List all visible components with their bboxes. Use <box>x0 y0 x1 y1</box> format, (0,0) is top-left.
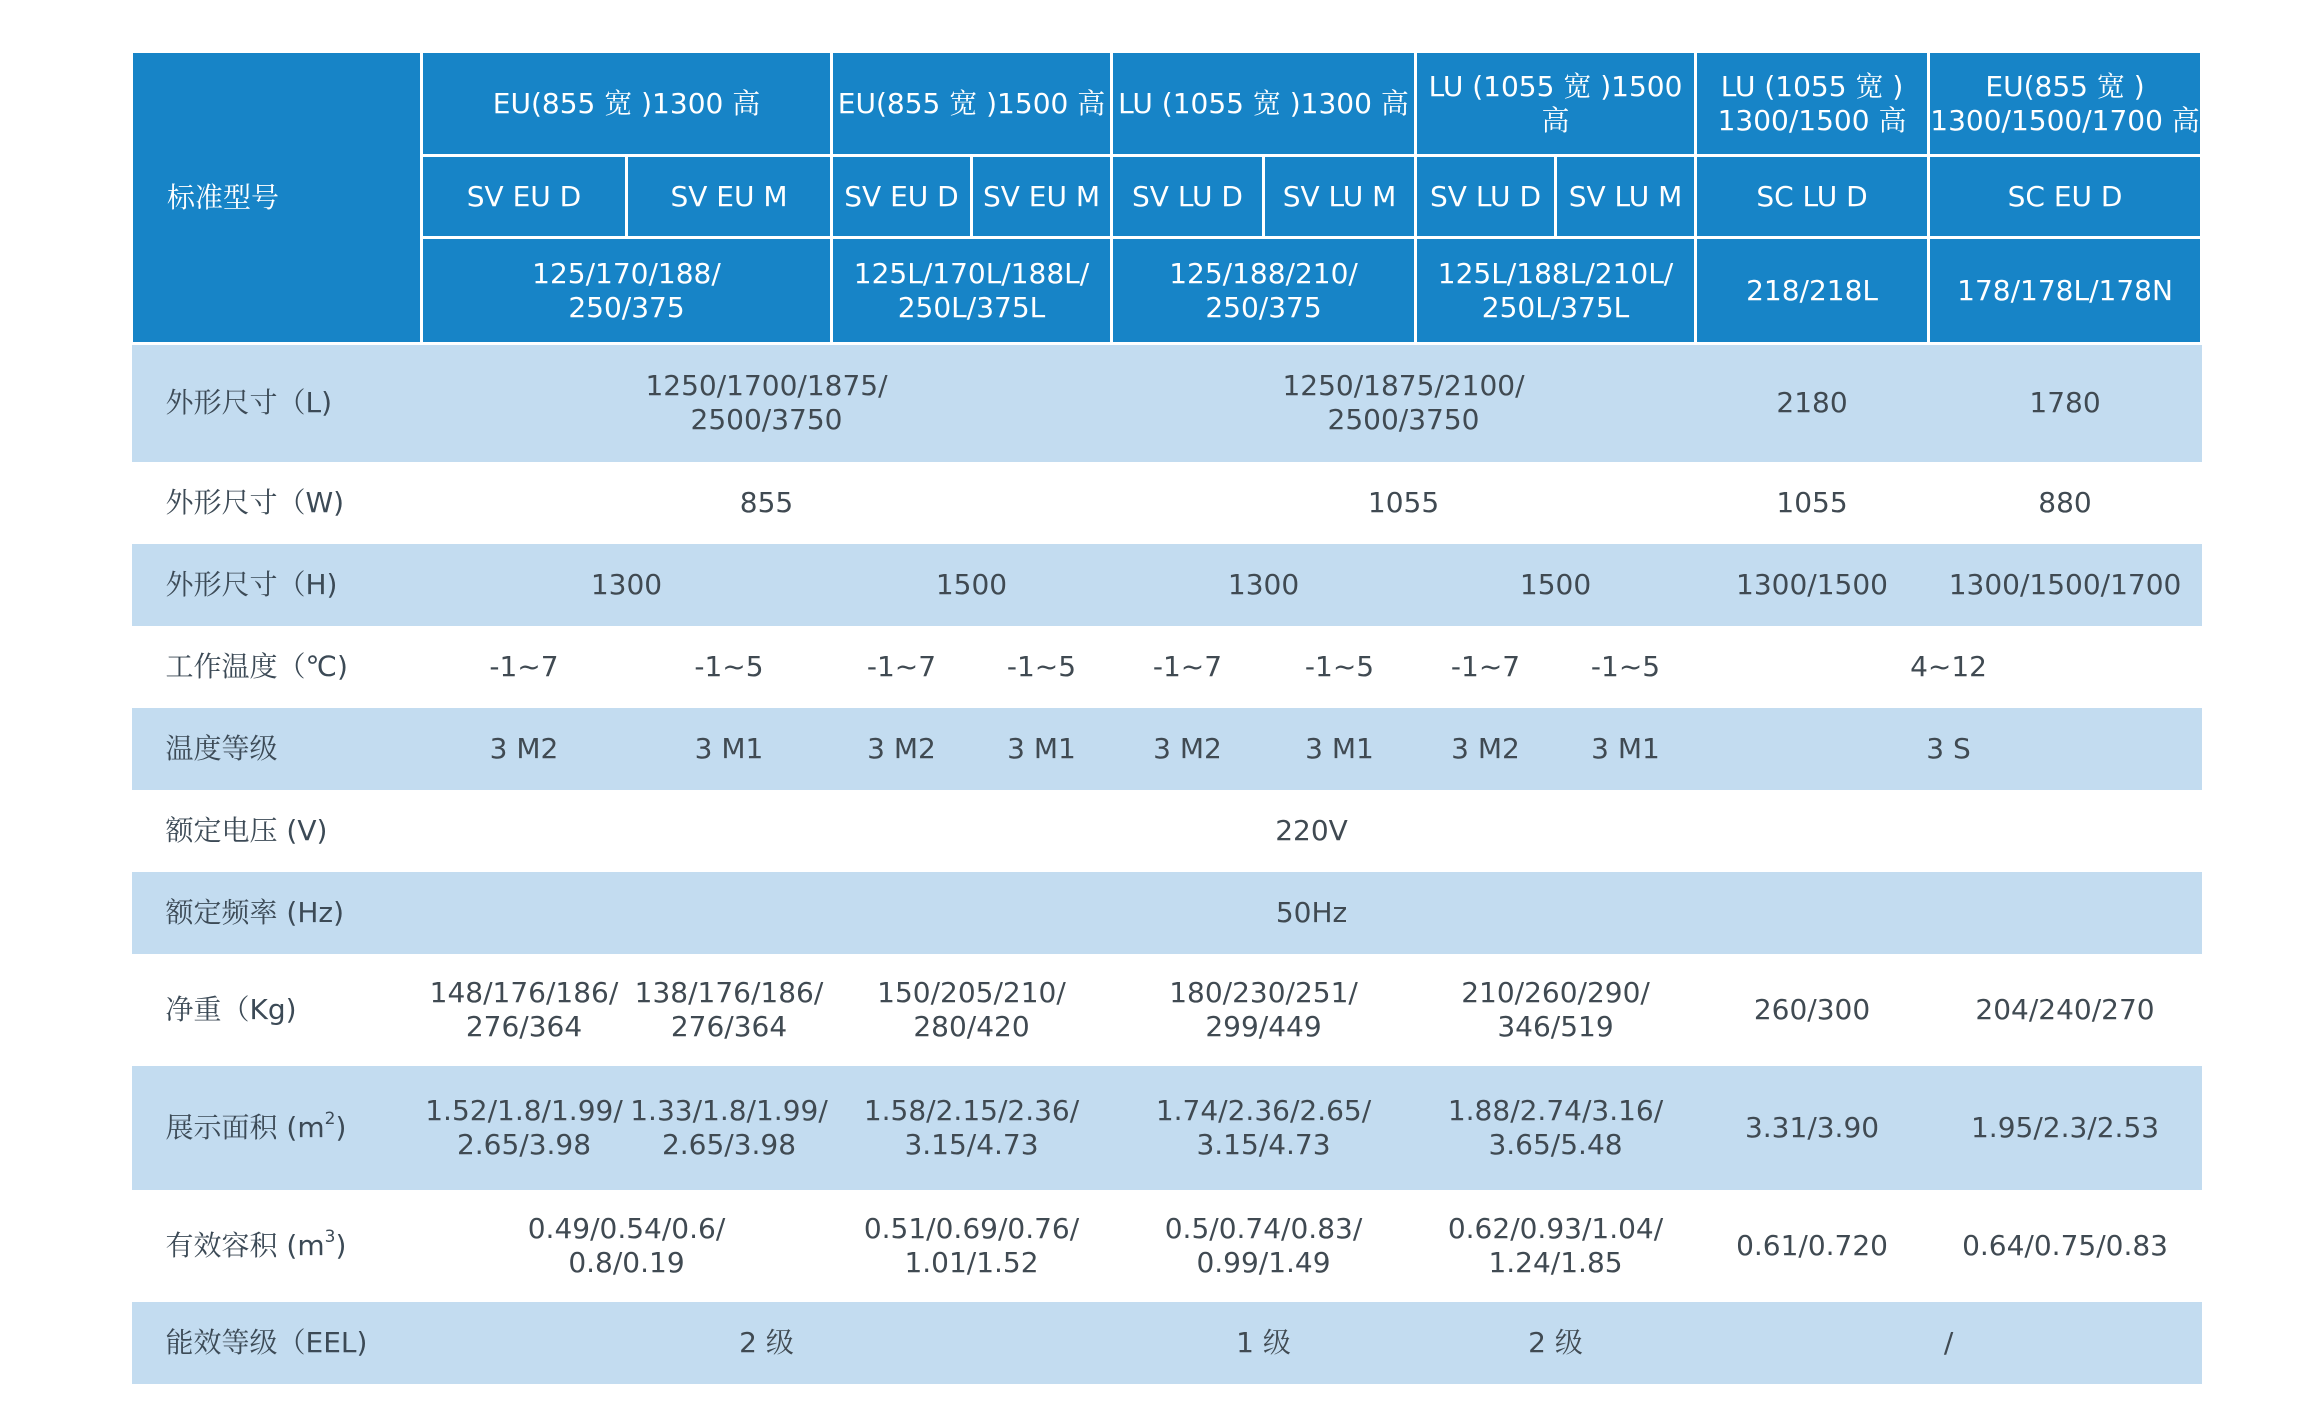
header-row-group <box>132 52 2202 156</box>
table-cell: 0.49/0.54/0.6/ 0.8/0.19 <box>527 1211 726 1279</box>
table-cell: 3 M1 <box>627 708 832 790</box>
table-cell: 4~12 <box>1910 649 1987 683</box>
table-cell: 1055 <box>1776 485 1848 519</box>
table-cell: 1.52/1.8/1.99/ 2.65/3.98 <box>422 1066 627 1190</box>
table-cell: 1300/1500/1700 <box>1929 544 2202 626</box>
header-model-cell: SV LU M <box>1556 156 1696 238</box>
table-cell: 148/176/186/ 276/364 <box>429 975 619 1043</box>
header-model-cell: SC LU D <box>1696 156 1929 238</box>
table-cell: 1 级 <box>1112 1302 1416 1384</box>
table-cell: 3 M1 <box>972 708 1112 790</box>
header-model-cell: SC EU D <box>1929 156 2202 238</box>
header-group-cell: EU(855 宽 ) 1300/1500/1700 高 <box>1929 52 2202 156</box>
row-length <box>132 344 2202 462</box>
header-group-cell: LU (1055 宽 )1500 高 <box>1416 52 1696 156</box>
header-size-cell: 178/178L/178N <box>1929 238 2202 344</box>
table-cell: -1~5 <box>1590 649 1661 683</box>
table-cell: 1.58/2.15/2.36/ 3.15/4.73 <box>832 1066 1112 1190</box>
table-cell: -1~7 <box>1152 649 1223 683</box>
table-cell: 1.33/1.8/1.99/ 2.65/3.98 <box>627 1066 832 1190</box>
table-cell: 2 级 <box>422 1302 1112 1384</box>
table-cell: 3 M1 <box>1264 708 1416 790</box>
row-label <box>132 1066 422 1190</box>
header-model-cell: SV LU D <box>1112 156 1264 238</box>
unit-superscript: 3 <box>324 1227 336 1248</box>
table-cell: 1250/1700/1875/ 2500/3750 <box>422 344 1112 462</box>
table-cell: 1500 <box>1416 544 1696 626</box>
row-display-area <box>132 1066 2202 1190</box>
row-energy <box>132 1302 2202 1384</box>
table-cell: 210/260/290/ 346/519 <box>1461 975 1650 1043</box>
row-volume <box>132 1190 2202 1302</box>
table-cell: 138/176/186/ 276/364 <box>634 975 824 1043</box>
table-cell: -1~5 <box>1006 649 1077 683</box>
row-weight <box>132 954 2202 1066</box>
row-label-end: ) <box>335 1110 347 1144</box>
table-body <box>132 344 2202 1384</box>
table-cell: 0.61/0.720 <box>1736 1228 1888 1262</box>
table-cell: 1250/1875/2100/ 2500/3750 <box>1112 344 1696 462</box>
header-group-cell: LU (1055 宽 )1300 高 <box>1112 52 1416 156</box>
table-cell: -1~7 <box>1450 649 1521 683</box>
row-label <box>132 1190 422 1302</box>
table-cell: 1055 <box>1367 485 1440 519</box>
row-label: 外形尺寸（H) <box>132 544 422 626</box>
table-cell: 1300 <box>1112 544 1416 626</box>
row-width <box>132 462 2202 544</box>
table-cell: / <box>1696 1302 2202 1384</box>
table-cell: -1~5 <box>1304 649 1375 683</box>
header-group-cell: LU (1055 宽 ) 1300/1500 高 <box>1696 52 1929 156</box>
header-row-models <box>132 156 2202 238</box>
row-voltage <box>132 790 2202 872</box>
header-model-cell: SV EU D <box>422 156 627 238</box>
table-cell: 2180 <box>1696 344 1929 462</box>
row-label: 净重（Kg) <box>165 992 297 1026</box>
row-frequency <box>132 872 2202 954</box>
table-cell: 180/230/251/ 299/449 <box>1169 975 1358 1043</box>
header-row-sizes <box>132 238 2202 344</box>
row-label-text: 有效容积 (m <box>165 1228 325 1262</box>
table-cell: -1~7 <box>866 649 937 683</box>
header-model-cell: SV EU D <box>832 156 972 238</box>
header-group-cell: EU(855 宽 )1300 高 <box>422 52 832 156</box>
table-cell: 3 M1 <box>1556 708 1696 790</box>
table-cell: 0.51/0.69/0.76/ 1.01/1.52 <box>863 1211 1080 1279</box>
header-model-cell: SV LU D <box>1416 156 1556 238</box>
table-cell: 880 <box>2038 485 2092 519</box>
table-cell: 1500 <box>832 544 1112 626</box>
table-cell: 1300/1500 <box>1696 544 1929 626</box>
row-label: 温度等级 <box>132 708 422 790</box>
row-label: 外形尺寸（L) <box>132 344 422 462</box>
row-height <box>132 544 2202 626</box>
unit-superscript: 2 <box>324 1109 336 1130</box>
table-cell: 260/300 <box>1753 992 1871 1026</box>
table-cell: 0.62/0.93/1.04/ 1.24/1.85 <box>1447 1211 1664 1279</box>
row-label-text: 展示面积 (m <box>165 1110 325 1144</box>
header-model-cell: SV LU M <box>1264 156 1416 238</box>
table-cell: 3 M2 <box>832 708 972 790</box>
spec-table <box>130 50 2203 1384</box>
table-cell: 855 <box>739 485 794 519</box>
row-label: 工作温度（℃) <box>165 649 348 683</box>
row-label-end: ) <box>335 1228 347 1262</box>
table-cell: 3 M2 <box>1112 708 1264 790</box>
header-size-cell: 125L/188L/210L/ 250L/375L <box>1416 238 1696 344</box>
table-cell: 1780 <box>1929 344 2202 462</box>
header-size-cell: 125/170/188/ 250/375 <box>422 238 832 344</box>
table-cell: 150/205/210/ 280/420 <box>877 975 1066 1043</box>
table-cell: 220V <box>1275 813 1348 847</box>
header-size-cell: 125L/170L/188L/ 250L/375L <box>832 238 1112 344</box>
row-temp-class <box>132 708 2202 790</box>
table-cell: 1.88/2.74/3.16/ 3.65/5.48 <box>1416 1066 1696 1190</box>
table-cell: -1~5 <box>694 649 764 683</box>
table-cell: 1.95/2.3/2.53 <box>1929 1066 2202 1190</box>
table-cell: 3 M2 <box>422 708 627 790</box>
table-cell: 1300 <box>422 544 832 626</box>
table-cell: 3.31/3.90 <box>1696 1066 1929 1190</box>
table-cell: 3 M2 <box>1416 708 1556 790</box>
header-size-cell: 125/188/210/ 250/375 <box>1112 238 1416 344</box>
header-title-label: 标准型号 <box>132 52 422 344</box>
table-cell: -1~7 <box>489 649 559 683</box>
table-cell: 50Hz <box>422 872 2202 954</box>
table-cell: 3 S <box>1696 708 2202 790</box>
table-cell: 1.74/2.36/2.65/ 3.15/4.73 <box>1112 1066 1416 1190</box>
header-size-cell: 218/218L <box>1696 238 1929 344</box>
row-label: 能效等级（EEL) <box>132 1302 422 1384</box>
header-model-cell: SV EU M <box>627 156 832 238</box>
table-cell: 0.64/0.75/0.83 <box>1962 1228 2168 1262</box>
header-model-cell: SV EU M <box>972 156 1112 238</box>
row-label: 额定频率 (Hz) <box>132 872 422 954</box>
row-label: 额定电压 (V) <box>165 813 328 847</box>
header-group-cell: EU(855 宽 )1500 高 <box>832 52 1112 156</box>
row-label: 外形尺寸（W) <box>165 485 345 519</box>
table-cell: 2 级 <box>1416 1302 1696 1384</box>
row-temp <box>132 626 2202 708</box>
table-cell: 0.5/0.74/0.83/ 0.99/1.49 <box>1164 1211 1363 1279</box>
table-cell: 204/240/270 <box>1975 992 2155 1026</box>
table-header <box>132 52 2202 344</box>
